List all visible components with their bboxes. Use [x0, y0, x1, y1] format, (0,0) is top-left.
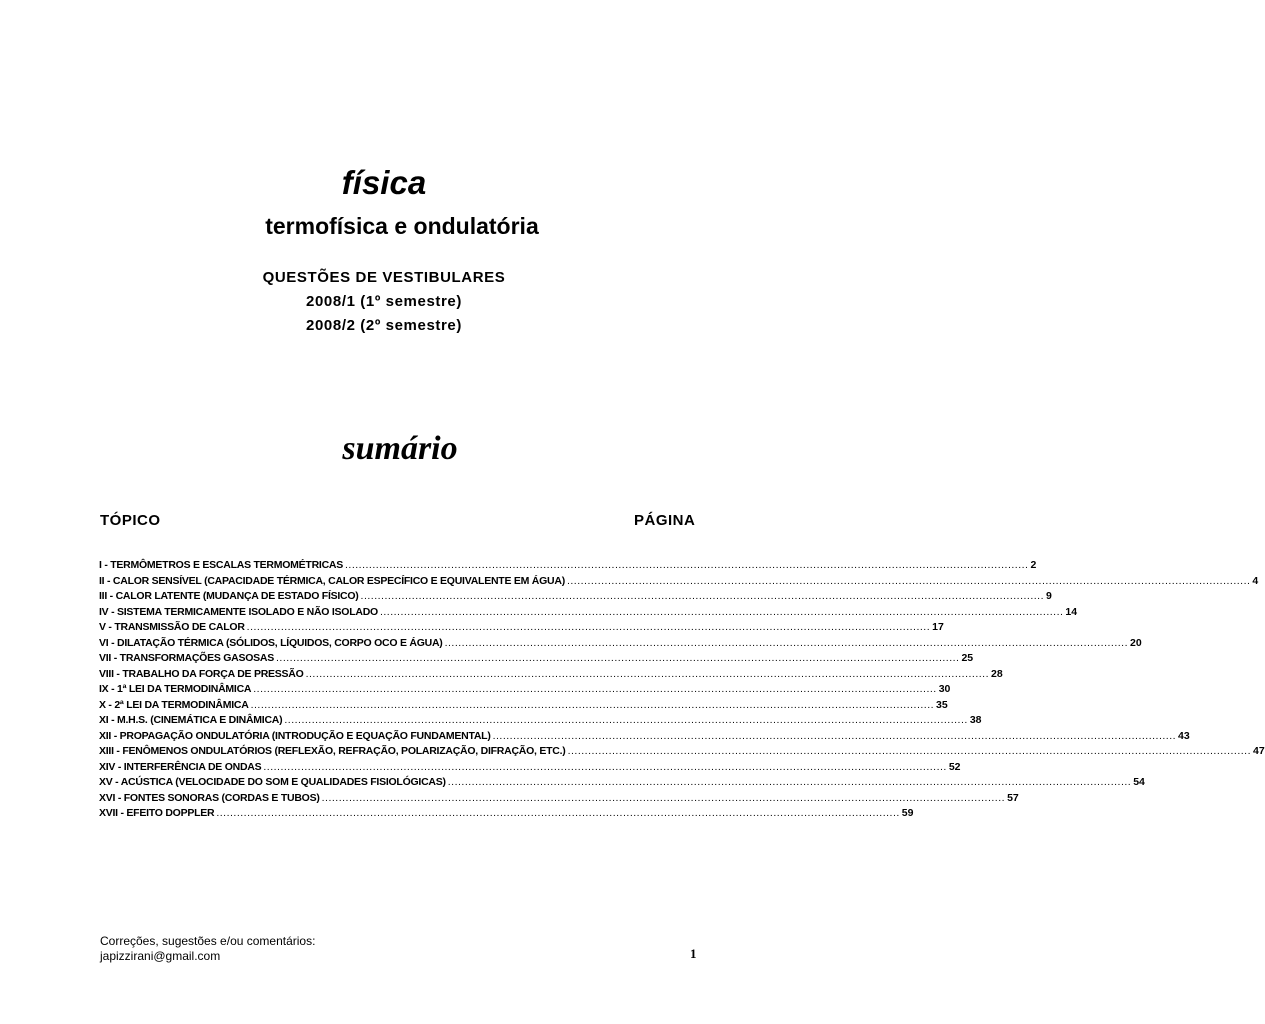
document-subtitle: termofísica e ondulatória — [265, 213, 539, 239]
toc-entry-page: 9 — [1046, 590, 1052, 602]
toc-entry — [99, 713, 982, 729]
toc-dot-leader: ........................................................................................................................................................................................................ — [345, 559, 1029, 571]
toc-entry — [99, 605, 1078, 621]
toc-entry-page: 35 — [936, 698, 948, 711]
toc-dot-leader: ........................................................................................................................................................................................................ — [566, 574, 1251, 587]
topic-column-header: TÓPICO — [100, 512, 161, 529]
exam-line: 2008/2 (2º semestre) — [306, 317, 462, 334]
toc-entry-page: 25 — [961, 652, 974, 664]
toc-dot-leader: ........................................................................................................................................................................................................ — [250, 698, 935, 711]
toc-entry-label: II - CALOR SENSÍVEL (CAPACIDADE TÉRMICA, CALOR ESPECÍFICO E EQUIVALENTE EM ÁGUA) — [99, 574, 565, 587]
toc-dot-leader: ........................................................................................................................................................................................................ — [360, 590, 1044, 602]
exam-info — [0, 266, 768, 338]
toc-entry — [99, 775, 1145, 791]
toc-dot-leader: ........................................................................................................................................................................................................ — [567, 745, 1252, 757]
toc-entry-page: 20 — [1130, 636, 1142, 649]
toc-entry — [99, 636, 1142, 652]
toc-entry-page: 17 — [932, 621, 944, 633]
page-number: 1 — [690, 946, 697, 961]
toc-entry-label: XIII - FENÔMENOS ONDULATÓRIOS (REFLEXÃO, REFRAÇÃO, POLARIZAÇÃO, DIFRAÇÃO, ETC.) — [99, 745, 566, 757]
toc-dot-leader: ........................................................................................................................................................................................................ — [321, 791, 1006, 804]
toc-entry — [99, 574, 1259, 590]
toc-entry — [99, 698, 948, 714]
exam-line: QUESTÕES DE VESTIBULARES — [262, 269, 506, 286]
toc-entry — [99, 682, 951, 698]
toc-entry-label: III - CALOR LATENTE (MUDANÇA DE ESTADO FÍSICO) — [99, 590, 359, 602]
toc-entry — [99, 760, 961, 776]
toc-entry-label: XI - M.H.S. (CINEMÁTICA E DINÂMICA) — [99, 714, 283, 726]
toc-entry-page: 54 — [1133, 776, 1145, 788]
toc-entry-label: IX - 1ª LEI DA TERMODINÂMICA — [99, 683, 252, 695]
toc-dot-leader: ........................................................................................................................................................................................................ — [379, 605, 1064, 618]
toc-dot-leader: ........................................................................................................................................................................................................ — [263, 760, 947, 773]
toc-entry-page: 43 — [1178, 729, 1190, 742]
toc-entry — [99, 791, 1019, 807]
toc-entry-label: VI - DILATAÇÃO TÉRMICA (SÓLIDOS, LÍQUIDOS, CORPO OCO E ÁGUA) — [99, 636, 443, 649]
toc-dot-leader: ........................................................................................................................................................................................................ — [492, 729, 1177, 742]
toc-entry-label: X - 2ª LEI DA TERMODINÂMICA — [99, 698, 249, 711]
toc-entry-page: 28 — [991, 667, 1003, 680]
toc-entry-page: 47 — [1253, 745, 1265, 757]
toc-entry — [99, 806, 914, 822]
toc-dot-leader: ........................................................................................................................................................................................................ — [253, 683, 937, 695]
toc-dot-leader: ........................................................................................................................................................................................................ — [447, 776, 1132, 788]
toc-entry-label: VIII - TRABALHO DA FORÇA DE PRESSÃO — [99, 667, 304, 680]
toc-entry-label: IV - SISTEMA TERMICAMENTE ISOLADO E NÃO ISOLADO — [99, 605, 378, 618]
toc-entry-page: 14 — [1065, 605, 1078, 618]
toc-entry-page: 4 — [1252, 574, 1259, 587]
toc-entry — [99, 667, 1003, 683]
toc-entry — [99, 651, 974, 667]
footer-email: japizzirani@gmail.com — [100, 949, 221, 963]
toc-dot-leader: ........................................................................................................................................................................................................ — [216, 807, 900, 819]
table-of-contents — [99, 558, 1265, 822]
toc-entry-label: V - TRANSMISSÃO DE CALOR — [99, 621, 245, 633]
toc-entry-page: 57 — [1007, 791, 1019, 804]
toc-dot-leader: ........................................................................................................................................................................................................ — [246, 621, 931, 633]
toc-dot-leader: ........................................................................................................................................................................................................ — [276, 652, 960, 664]
toc-entry — [99, 558, 1037, 574]
toc-dot-leader: ........................................................................................................................................................................................................ — [305, 667, 990, 680]
toc-entry-page: 59 — [901, 807, 914, 819]
toc-entry-label: XVI - FONTES SONORAS (CORDAS E TUBOS) — [99, 791, 320, 804]
toc-entry-page: 52 — [948, 760, 961, 773]
toc-entry-label: XV - ACÚSTICA (VELOCIDADE DO SOM E QUALIDADES FISIOLÓGICAS) — [99, 776, 446, 788]
toc-dot-leader: ........................................................................................................................................................................................................ — [284, 714, 968, 726]
toc-entry-label: VII - TRANSFORMAÇÕES GASOSAS — [99, 652, 275, 664]
toc-entry-label: XII - PROPAGAÇÃO ONDULATÓRIA (INTRODUÇÃO E EQUAÇÃO FUNDAMENTAL) — [99, 729, 491, 742]
toc-entry-label: XIV - INTERFERÊNCIA DE ONDAS — [99, 760, 262, 773]
document-title: física — [341, 164, 427, 201]
toc-entry-label: XVII - EFEITO DOPPLER — [99, 807, 215, 819]
footer-comment-label: Correções, sugestões e/ou comentários: — [100, 934, 316, 948]
summary-title: sumário — [342, 430, 458, 467]
toc-entry-page: 30 — [938, 683, 951, 695]
toc-entry — [99, 744, 1265, 760]
toc-entry — [99, 729, 1190, 745]
exam-line: 2008/1 (1º semestre) — [306, 293, 462, 310]
toc-entry — [99, 589, 1052, 605]
toc-dot-leader: ........................................................................................................................................................................................................ — [444, 636, 1129, 649]
toc-entry — [99, 620, 944, 636]
footer-note — [100, 934, 315, 964]
toc-entry-page: 38 — [969, 714, 982, 726]
toc-entry-page: 2 — [1030, 559, 1037, 571]
toc-entry-label: I - TERMÔMETROS E ESCALAS TERMOMÉTRICAS — [99, 559, 344, 571]
page-column-header: PÁGINA — [634, 512, 696, 529]
